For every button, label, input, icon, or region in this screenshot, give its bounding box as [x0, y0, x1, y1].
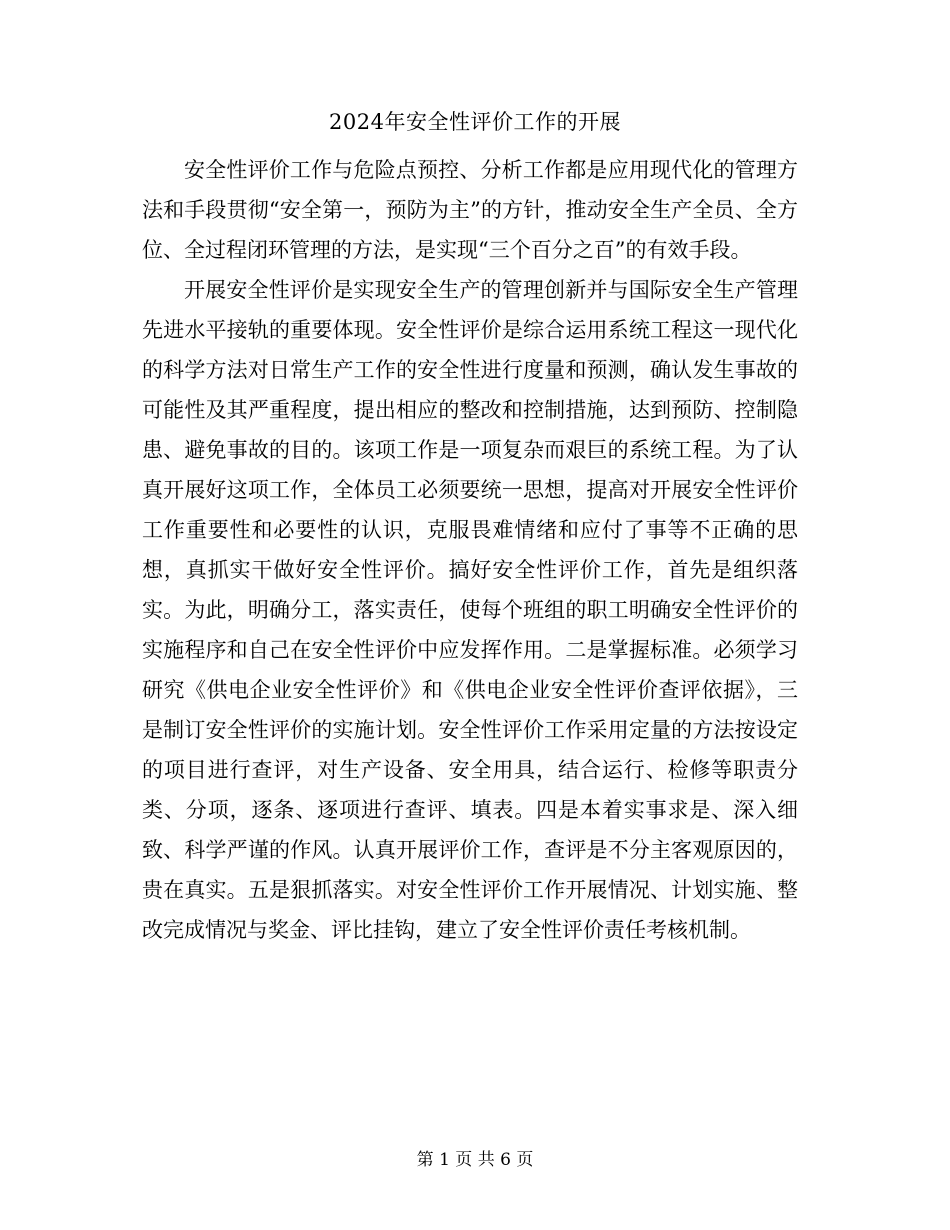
- paragraph-intro: 安全性评价工作与危险点预控、分析工作都是应用现代化的管理方法和手段贯彻“安全第一，预防为主”的方针，推动安全生产全员、全方位、全过程闭环管理的方法，是实现“三个百分之百”的有效手段。: [142, 158, 798, 262]
- document-body: [142, 150, 798, 950]
- document-title: 2024年安全性评价工作的开展: [329, 110, 621, 134]
- page-footer: 第 1 页 共 6 页: [416, 1150, 534, 1170]
- paragraph-main: 开展安全性评价是实现安全生产的管理创新并与国际安全生产管理先进水平接轨的重要体现。安全性评价是综合运用系统工程这一现代化的科学方法对日常生产工作的安全性进行度量和预测，确认发生事故的可能性及其严重程度，提出相应的整改和控制措施，达到预防、控制隐患、避免事故的目的。该项工作是一项复杂而艰巨的系统工程。为了认真开展好这项工作，全体员工必须要统一思想，提高对开展安全性评价工作重要性和必要性的认识，克服畏难情绪和应付了事等不正确的思想，真抓实干做好安全性评价。搞好安全性评价工作，首先是组织落实。为此，明确分工，落实责任，使每个班组的职工明确安全性评价的实施程序和自己在安全性评价中应发挥作用。二是掌握标准。必须学习研究《供电企业安全性评价》和《供电企业安全性评价查评依据》，三是制订安全性评价的实施计划。安全性评价工作采用定量的方法按设定的项目进行查评，对生产设备、安全用具，结合运行、检修等职责分类、分项，逐条、逐项进行查评、填表。四是本着实事求是、深入细致、科学严谨的作风。认真开展评价工作，查评是不分主客观原因的，贵在真实。五是狠抓落实。对安全性评价工作开展情况、计划实施、整改完成情况与奖金、评比挂钩，建立了安全性评价责任考核机制。: [142, 278, 798, 942]
